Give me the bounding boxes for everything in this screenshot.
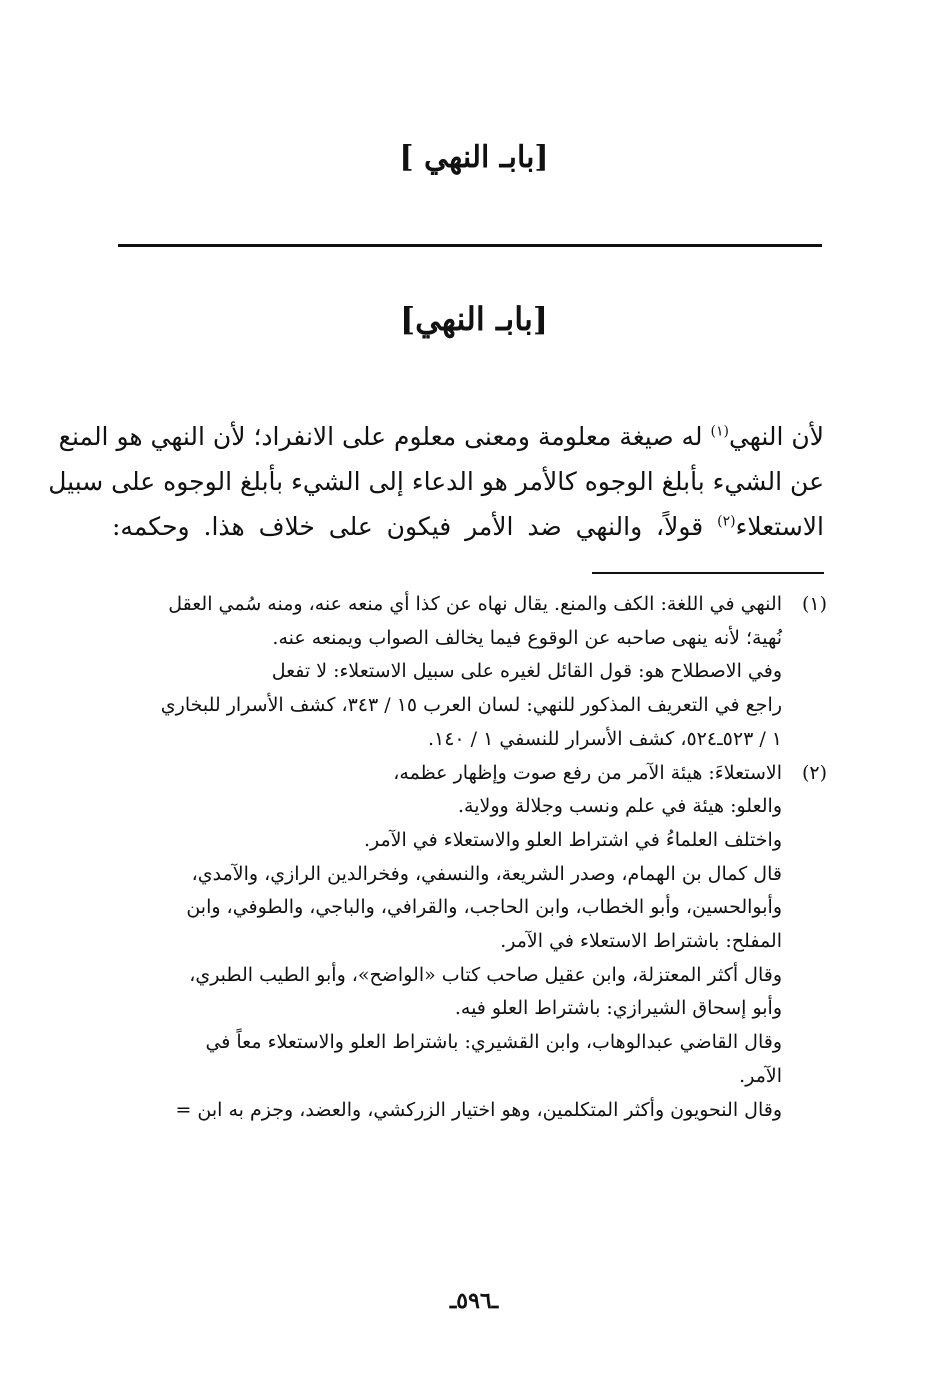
footnote-line — [112, 1060, 827, 1094]
footnote-number: (١) — [801, 593, 827, 615]
footnote-line — [112, 1094, 827, 1128]
main-text-segment: الاستعلاء — [735, 512, 824, 541]
footnote-line — [112, 723, 827, 757]
footnote-text: وقال النحويون وأكثر المتكلمين، وهو اختيار الزركشي، والعضد، وجزم به ابن = — [175, 1098, 782, 1121]
main-text-segment: لأن النهي — [728, 422, 824, 451]
footnote-text: الآمر. — [739, 1064, 782, 1087]
main-text-line-3 — [112, 504, 824, 549]
footnote-line — [112, 588, 827, 622]
main-text — [48, 414, 824, 549]
footnote-text: وأبوالحسين، وأبو الخطاب، وابن الحاجب، والقرافي، والباجي، والطوفي، وابن — [186, 896, 782, 919]
footnote-line — [112, 891, 827, 925]
footnote-line — [112, 790, 827, 824]
footnote-line — [112, 992, 827, 1026]
footnote-text: واختلف العلماءُ في اشتراط العلو والاستعلاء في الآمر. — [363, 828, 782, 851]
running-head: [بابـ النهي ] — [399, 140, 549, 175]
footnote-line — [112, 959, 827, 993]
footnote-number: (٢) — [801, 761, 827, 784]
footnote-separator — [592, 572, 824, 574]
footnote-line — [112, 1026, 827, 1060]
footnote-text: وأبو إسحاق الشيرازي: باشتراط العلو فيه. — [454, 997, 782, 1020]
footnote-text: الاستعلاءَ: هيئة الآمر من رفع صوت وإظهار عظمه، — [393, 761, 782, 784]
footnote-line — [112, 858, 827, 892]
main-text-line-2: عن الشيء بأبلغ الوجوه كالأمر هو الدعاء إلى الشيء بأبلغ الوجوه على سبيل — [48, 467, 824, 496]
footnote-text: قال كمال بن الهمام، وصدر الشريعة، والنسفي، وفخرالدين الرازي، والآمدي، — [191, 862, 782, 885]
footnote-line — [112, 925, 827, 959]
chapter-title: [بابـ النهي] — [399, 300, 549, 338]
footnote-text: وقال أكثر المعتزلة، وابن عقيل صاحب كتاب «الواضح»، وأبو الطيب الطبري، — [189, 963, 782, 986]
footnote-ref-1: (١) — [710, 423, 729, 440]
footnote-text: ١ / ٥٢٣ـ٥٢٤، كشف الأسرار للنسفي ١ / ١٤٠. — [427, 727, 782, 750]
footnote-text: وقال القاضي عبدالوهاب، وابن القشيري: باشتراط العلو والاستعلاء معاً في — [205, 1031, 782, 1054]
page-number: ـ٥٩٦ـ — [449, 1288, 499, 1314]
footnote-line — [112, 757, 827, 791]
footnote-line — [112, 622, 827, 656]
footnote-text: المفلح: باشتراط الاستعلاء في الآمر. — [500, 930, 782, 953]
footnote-ref-2: (٢) — [717, 513, 736, 530]
footnote-text: وفي الاصطلاح هو: قول القائل لغيره على سبيل الاستعلاء: لا تفعل — [271, 660, 782, 683]
header-rule — [118, 244, 822, 247]
main-text-segment: له صيغة معلومة ومعنى معلوم على الانفراد؛ لأن النهي هو المنع — [58, 422, 711, 451]
footnote-line — [112, 824, 827, 858]
footnote-text: النهي في اللغة: الكف والمنع. يقال نهاه عن كذا أي منعه عنه، ومنه سُمي العقل — [168, 593, 782, 615]
main-text-line-1 — [58, 414, 824, 459]
footnote-line — [112, 655, 827, 689]
footnote-text: والعلو: هيئة في علم ونسب وجلالة وولاية. — [457, 795, 782, 818]
footnotes — [112, 588, 827, 1127]
footnote-text: نُهية؛ لأنه ينهى صاحبه عن الوقوع فيما يخالف الصواب ويمنعه عنه. — [272, 626, 782, 649]
footnote-line — [112, 689, 827, 723]
main-text-segment: قولاً، والنهي ضد الأمر فيكون على خلاف هذا. وحكمه: — [112, 512, 718, 541]
footnote-text: راجع في التعريف المذكور للنهي: لسان العرب ١٥ / ٣٤٣، كشف الأسرار للبخاري — [160, 694, 782, 717]
